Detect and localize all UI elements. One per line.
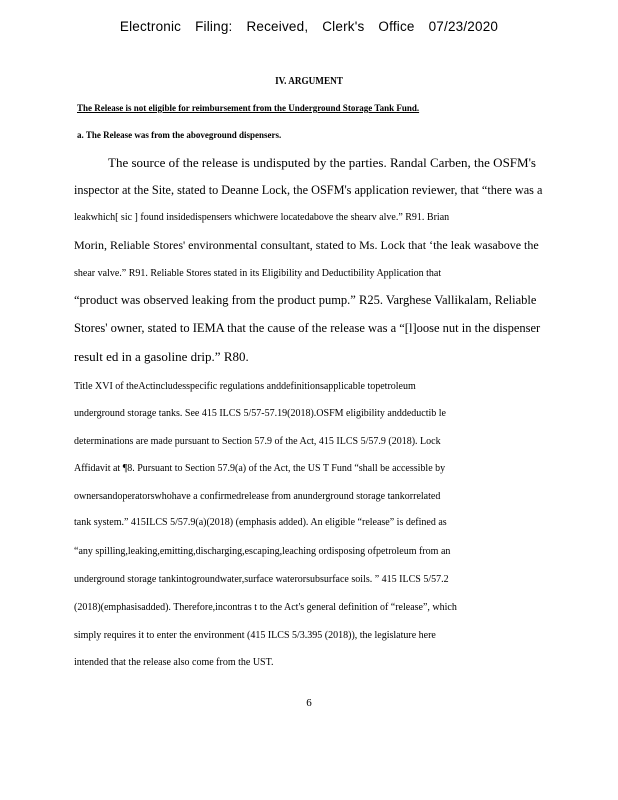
paragraph-line: shear valve.” R91. Reliable Stores stated in its Eligibility and Deductibility Application that xyxy=(74,268,442,279)
paragraph-line: determinations are made pursuant to Section 57.9 of the Act, 415 ILCS 5/57.9 (2018). Lock xyxy=(74,436,441,447)
paragraph-line: ownersandoperatorswhohave a confirmedrelease from anunderground storage tankorrelated xyxy=(74,491,441,502)
paragraph-line: “any spilling,leaking,emitting,discharging,escaping,leaching ordisposing ofpetroleum from an xyxy=(74,546,451,557)
filing-header: Electronic Filing: Received, Clerk's Office 07/23/2020 xyxy=(119,19,499,34)
paragraph-line: inspector at the Site, stated to Deanne Lock, the OSFM's application reviewer, that “there was a xyxy=(74,183,543,197)
paragraph-line: “product was observed leaking from the product pump.” R25. Varghese Vallikalam, Reliable xyxy=(74,293,537,307)
paragraph-line: underground storage tankintogroundwater,surface waterorsubsurface soils. ” 415 ILCS 5/57.2 xyxy=(74,574,449,585)
paragraph-line: result ed in a gasoline drip.” R80. xyxy=(74,349,249,364)
paragraph-line: simply requires it to enter the environment (415 ILCS 5/3.395 (2018)), the legislature here xyxy=(74,630,436,641)
paragraph-line: underground storage tanks. See 415 ILCS 5/57-57.19(2018).OSFM eligibility anddeductib le xyxy=(74,408,446,419)
paragraph-line: Affidavit at ¶8. Pursuant to Section 57.9(a) of the Act, the US T Fund “shall be accessible by xyxy=(74,463,446,474)
paragraph-line: intended that the release also come from the UST. xyxy=(74,657,274,668)
paragraph-line: The source of the release is undisputed by the parties. Randal Carben, the OSFM's xyxy=(108,155,536,170)
paragraph-line: (2018)(emphasisadded). Therefore,incontras t to the Act's general definition of “release”, which xyxy=(74,602,457,613)
paragraph-line: Morin, Reliable Stores' environmental consultant, stated to Ms. Lock that ‘the leak wasabove the xyxy=(74,238,539,252)
section-title: IV. ARGUMENT xyxy=(275,76,343,87)
paragraph-line: Title XVI of theActincludesspecific regulations anddefinitionsapplicable topetroleum xyxy=(74,381,416,392)
paragraph-line: Stores' owner, stated to IEMA that the cause of the release was a “[l]oose nut in the dispenser xyxy=(74,321,541,335)
paragraph-line: tank system.” 415ILCS 5/57.9(a)(2018) (emphasis added). An eligible “release” is defined as xyxy=(74,517,447,528)
heading-release-not-eligible: The Release is not eligible for reimbursement from the Underground Storage Tank Fund. xyxy=(77,103,420,113)
paragraph-line: leakwhich[ sic ] found insidedispensers whichwere locatedabove the shearv alve.” R91. Brian xyxy=(74,212,450,223)
page-number: 6 xyxy=(306,697,312,709)
subheading-aboveground-dispensers: a. The Release was from the aboveground dispensers. xyxy=(77,130,282,140)
